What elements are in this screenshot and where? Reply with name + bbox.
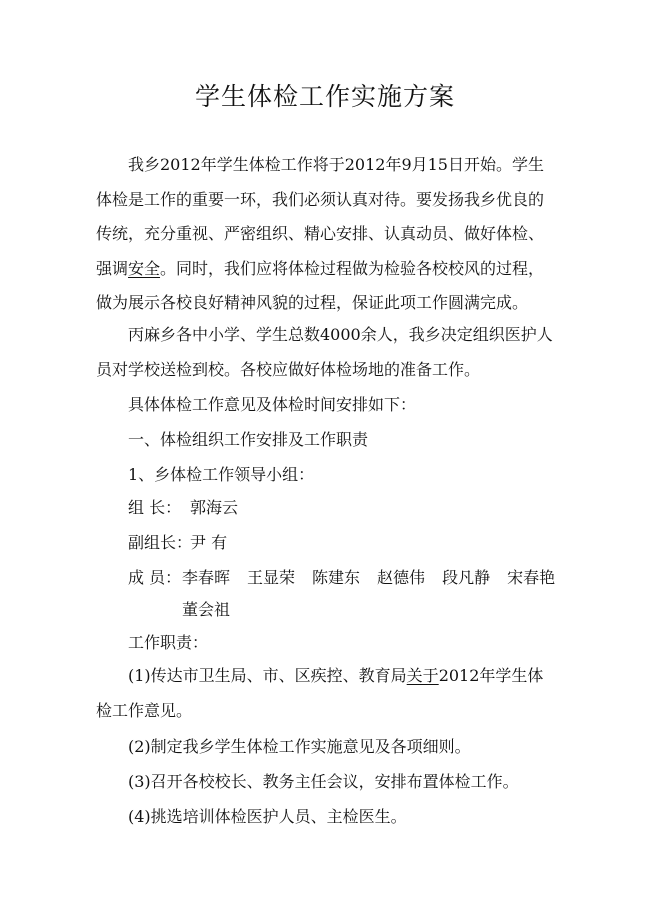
subsection-heading-text: 1、乡体检工作领导小组： <box>128 465 315 484</box>
members-label: 成 员： <box>128 568 182 587</box>
duty-1-text-part2: 2012年学生体检工作意见。 <box>96 666 544 720</box>
members-wrap-row <box>182 598 230 622</box>
members-list <box>182 566 555 590</box>
intro-text-part2: 。同时，我们应将体检过程做为检验各校校风的过程，做为展示各校良好精神风貌的过程，保证此项工作圆满完成。 <box>96 258 545 312</box>
duty-2-text: (2)制定我乡学生体检工作实施意见及各项细则。 <box>128 737 471 756</box>
duty-4-text: (4)挑选培训体检医护人员、主检医生。 <box>128 807 407 826</box>
document-title: 学生体检工作实施方案 <box>194 82 455 111</box>
students-text: 丙麻乡各中小学、学生总数4000余人，我乡决定组织医护人员对学校送检到校。各校应做好体检场地的准备工作。 <box>96 325 553 379</box>
paragraph-students <box>96 318 556 387</box>
deputy-row <box>128 531 227 555</box>
section-heading-1 <box>96 423 576 458</box>
members-label-row <box>128 566 181 590</box>
leader-label: 组 长： <box>128 498 182 517</box>
duties-heading-text: 工作职责： <box>128 633 209 652</box>
deputy-label: 副组长： <box>128 533 193 552</box>
section-heading-text: 一、体检组织工作安排及工作职责 <box>128 430 369 449</box>
member-name: 董会祖 <box>182 600 231 619</box>
duty-3 <box>96 765 576 800</box>
duty-1-underlined-text: 关于 <box>406 666 439 685</box>
duty-1 <box>96 659 556 728</box>
leader-name: 郭海云 <box>190 498 239 517</box>
member-name: 陈建东 <box>312 568 361 587</box>
safety-underlined-text: 安全 <box>128 258 161 278</box>
member-name: 王显荣 <box>247 568 296 587</box>
duty-1-text-part1: (1)传达市卫生局、市、区疾控、教育局 <box>128 666 407 685</box>
member-name: 赵德伟 <box>377 568 426 587</box>
intro-text-part1: 我乡2012年学生体检工作将于2012年9月15日开始。学生体检是工作的重要一环，我们必须认真对待。要发扬我乡优良的传统，充分重视、严密组织、精心安排、认真动员、做好体检、强调 <box>96 155 545 278</box>
arrangement-text: 具体体检工作意见及体检时间安排如下： <box>128 395 417 414</box>
member-name: 宋春艳 <box>507 568 556 587</box>
subsection-heading-1 <box>96 458 576 493</box>
member-name: 段凡静 <box>442 568 491 587</box>
leader-row <box>128 496 238 520</box>
paragraph-intro <box>96 148 556 321</box>
duty-4 <box>96 800 576 835</box>
paragraph-arrangement <box>96 388 576 423</box>
duties-heading <box>128 631 208 655</box>
member-name: 李春晖 <box>182 568 231 587</box>
duty-2 <box>96 730 576 765</box>
duty-3-text: (3)召开各校校长、教务主任会议，安排布置体检工作。 <box>128 772 519 791</box>
deputy-name: 尹 有 <box>190 533 228 552</box>
